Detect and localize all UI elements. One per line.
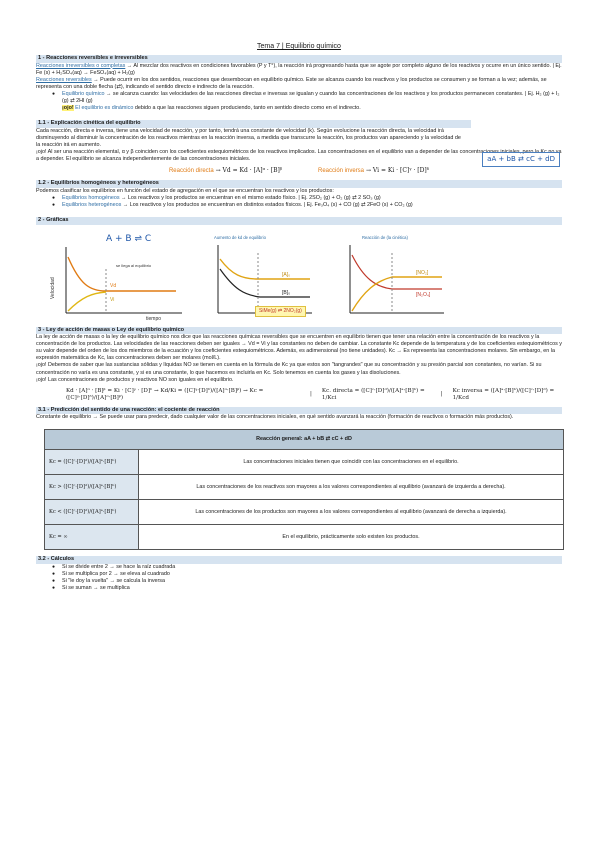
kinetics-graph-svg	[340, 229, 450, 321]
series-label-b: [B]₀	[282, 289, 291, 296]
table-cell: Kc < ([C]ᶜ·[D]ᵈ)/([A]ᵃ·[B]ᵇ)	[45, 500, 139, 525]
paragraph: ¡ojo! Al ser una reacción elemental, α y β coinciden con los coeficientes estequiométricos de los reactivos implicados. Las concentraciones en el equilibrio van a depender de las concentraciones iniciales, pero la Kc no va a depender. El equilibrio se alcanza independientemente de las concentraciones iniciales.	[36, 149, 562, 163]
table-row	[45, 475, 564, 500]
paragraph: La ley de acción de masas o la ley de equilibrio químico nos dice que las reacciones químicas reversibles que se encuentren en equilibrio tienen que tener una relación entre la concentración de los reactivos y la concentración de los productos. Las velocidades de las reacciones deben ser iguales → Vd = Vi y las constantes no deben de cambiar. La constante Kc depende de la temperatura y de los coeficientes estequiométricos y su valor depende del orden de los dos miembros de la ecuación y los coeficientes estequiométricos. Además, es adimensional (no tiene unidades). Kc → Es representa las concentraciones molares. Sin embargo, en la expresión matemática de Kc, las concentraciones deben ser molares (mol/L).	[36, 333, 562, 362]
list-item: ● Equilibrios homogéneos → Los reactivos y los productos se encuentran en el mismo estado físico. | Ej. 2SO₂ (g) + O₂ (g) ⇄ 2 SO₃ (g)	[52, 195, 562, 202]
table-cell: Las concentraciones de los productos son mayores a los valores correspondientes al equilibrio (avanzará de derecha a izquierda).	[139, 500, 564, 525]
list-item: ● Equilibrios heterogéneos → Los reactivos y los productos se encuentran en distintos estados físicos. | Ej. Fe₃O₄ (s) + CO (g) ⇄ 2FeO (s) + CO₂ (g)	[52, 202, 562, 209]
y-axis-label: Velocidad	[50, 276, 56, 299]
table-row	[45, 450, 564, 475]
rate-graph	[46, 229, 186, 321]
paragraph: Podemos clasificar los equilibrios en función del estado de agregación en el que se encuentran los reactivos y los productos:	[36, 187, 334, 194]
table-cell: Las concentraciones iniciales tienen que coincidir con las concentraciones en el equilibrio.	[139, 450, 564, 475]
handwritten-equation: aA + bB ⇄ cC + dD	[482, 152, 560, 167]
series-label-vi: Vi	[110, 296, 115, 303]
section-heading: 2 - Gráficas	[36, 217, 562, 224]
paragraph: ¡ojo! Las concentraciones de productos y reactivos NO son iguales en el equilibrio.	[36, 376, 234, 383]
list-item: ● Si "le doy la vuelta" → se calcula la inversa	[52, 578, 562, 585]
section-heading: 3.1 - Predicción del sentido de una reacción: el cociente de reacción	[36, 407, 562, 414]
section-heading: 1.2 - Equilibrios homogéneos y heterogéneos	[36, 180, 562, 187]
table-cell: En el equilibrio, prácticamente solo existen los productos.	[139, 525, 564, 550]
section-heading: 3.2 - Cálculos	[36, 556, 562, 563]
paragraph: Constante de equilibrio → Se puede usar para predecir, dado cualquier valor de las concentraciones iniciales, en qué sentido avanzará la reacción (formación de reactivos o formación más productos).	[36, 413, 514, 420]
list-item: ● Si se suman → se multiplica	[52, 585, 562, 592]
series-label-no2: [NO₂]	[416, 269, 429, 276]
paragraph: ¡ojo! Debemos de saber que las sustancias sólidas y líquidas NO se tienen en cuenta en la fórmula de Kc ya que estos son "tangrandes" que su concentración y su presión parcial son constantes, no varían. Si su concentración no varía es una constante, y si es una constante, lo que hacemos es incluirla en Kc. Solo tenemos en cuenta los gases y las disoluciones.	[36, 362, 542, 376]
graph-title: Aumento de kd de equilibrio	[214, 234, 266, 240]
bullet-list	[36, 564, 562, 593]
x-axis-label: tiempo	[146, 315, 162, 321]
bullet-list	[36, 91, 562, 112]
rate-graph-svg	[46, 229, 186, 321]
table-row	[45, 500, 564, 525]
list-item: ● Si se divide entre 2 → se hace la raíz cuadrada	[52, 564, 562, 571]
kc-inverse: Kc inversa = ([A]ᵃ·[B]ᵇ)/([C]ᶜ·[D]ᵈ) = 1/Kcd	[452, 387, 555, 402]
table-row	[45, 525, 564, 550]
section-heading: 1.1 - Explicación cinética del equilibrio	[36, 120, 471, 127]
list-item: ● Si se multiplica por 2 → se eleva al cuadrado	[52, 571, 562, 578]
rate-formulas	[36, 167, 562, 176]
kc-equations: Kd · [A]ᵅ · [B]ᵝ = Ki · [C]ᵞ · [D]ᵟ → Kd/Ki = ([C]ᵞ·[D]ᵟ)/([A]ᵅ·[B]ᵝ) → Kc = ([C]ᵞ·[D]ᵟ)/([A]ᵅ·[B]ᵝ) | Kc. directa = ([C]ᶜ·[D]ᵈ)/([A]ᵃ·[B]ᵇ) = 1/Kci | Kc inversa = ([A]ᵃ·[B]ᵇ)/([C]ᶜ·[D]ᵈ) = 1/Kcd	[66, 388, 562, 403]
table-cell: Kc = ∞	[45, 525, 139, 550]
graph-equation-box: SiMe(g) ⇄ 2NO₂(g)	[255, 306, 306, 317]
list-item: ● Equilibrio químico → se alcanza cuando: las velocidades de las reacciones directas e inversas se igualan y cuando las concentraciones de los reactivos y los productos permanecen constantes. | Ej. H₂ (g) + I₂ (g) ⇄ 2HI (g) ¡ojo! El equilibrio es dinámico debido a que las reacciones siguen produciendo, tanto en sentido directo como en el indirecto.	[52, 91, 562, 112]
paragraph: Reacciones irreversibles o completas → Al mezclar dos reactivos en condiciones favorables (P y T°), la reacción irá progresando hasta que se agote por completo alguno de los reactivos y ocurre en un único sentido. | Ej. Fe (s) + H₂SO₄(aq) → FeSO₄(aq) + H₂(g)	[36, 62, 562, 76]
kc-derivation: Kd · [A]ᵅ · [B]ᵝ = Ki · [C]ᵞ · [D]ᵟ → Kd/Ki = ([C]ᵞ·[D]ᵟ)/([A]ᵅ·[B]ᵝ) → Kc = ([C]ᵞ·[D]ᵟ)/([A]ᵅ·[B]ᵝ)	[66, 387, 264, 402]
kc-direct: Kc. directa = ([C]ᶜ·[D]ᵈ)/([A]ᵃ·[B]ᵇ) = 1/Kci	[321, 387, 425, 402]
graphs-row	[46, 229, 562, 321]
kc-comparison-table	[44, 429, 564, 550]
section-heading: 3 - Ley de acción de masas o Ley de equilibrio químico	[36, 327, 562, 334]
section-heading: 1 - Reacciones reversibles e irreversibles	[36, 55, 562, 62]
table-cell: Kc = ([C]ᶜ·[D]ᵈ)/([A]ᵃ·[B]ᵇ)	[45, 450, 139, 475]
bullet-list	[36, 195, 562, 209]
page-title: Tema 7 | Equilibrio químico	[257, 43, 341, 50]
series-label-n2o4: [N₂O₄]	[416, 291, 431, 298]
graph-annotation: se llega al equilibrio	[116, 262, 152, 268]
series-label-a: [A]₀	[282, 271, 291, 278]
inverse-rate-formula: Reacción inversa → Vi = Ki · [C]ᵞ · [D]ᵟ	[318, 167, 430, 175]
table-cell: Kc > ([C]ᶜ·[D]ᵈ)/([A]ᵃ·[B]ᵇ)	[45, 475, 139, 500]
paragraph: Cada reacción, directa e inversa, tiene una velocidad de reacción, y por tanto, tendrá una constante de velocidad (k). Según evolucione la reacción directa, la velocidad irá disminuyendo al disminuir la concentración de los reactivos mientras en la reacción inversa, a medida que transcurre la reacción, los productos van apareciendo y la velocidad de la reacción irá en aumento.	[36, 127, 461, 149]
table-cell: Las concentraciones de los reactivos son mayores a los valores correspondientes al equilibrio (avanzará de izquierda a derecha).	[139, 475, 564, 500]
series-label-vd: Vd	[110, 282, 117, 289]
direct-rate-formula: Reacción directa → Vd = Kd · [A]ᵅ · [B]ᵝ	[168, 167, 282, 175]
graph-title: Reacción de (la cinética)	[362, 234, 408, 240]
graph-equation: A + B ⇌ C	[106, 233, 152, 244]
table-header: Reacción general: aA + bB ⇄ cC + dD	[45, 430, 564, 450]
paragraph: Reacciones reversibles → Puede ocurrir en los dos sentidos, reacciones que desembocan en equilibrio químico. Este se alcanza cuando los reactivos y los productos se consumen y se forman a la vez; además, se representa con una doble flecha (⇄), indicando el sentido directo e indirecto de la reacción.	[36, 76, 547, 90]
kinetics-graph	[340, 229, 450, 321]
